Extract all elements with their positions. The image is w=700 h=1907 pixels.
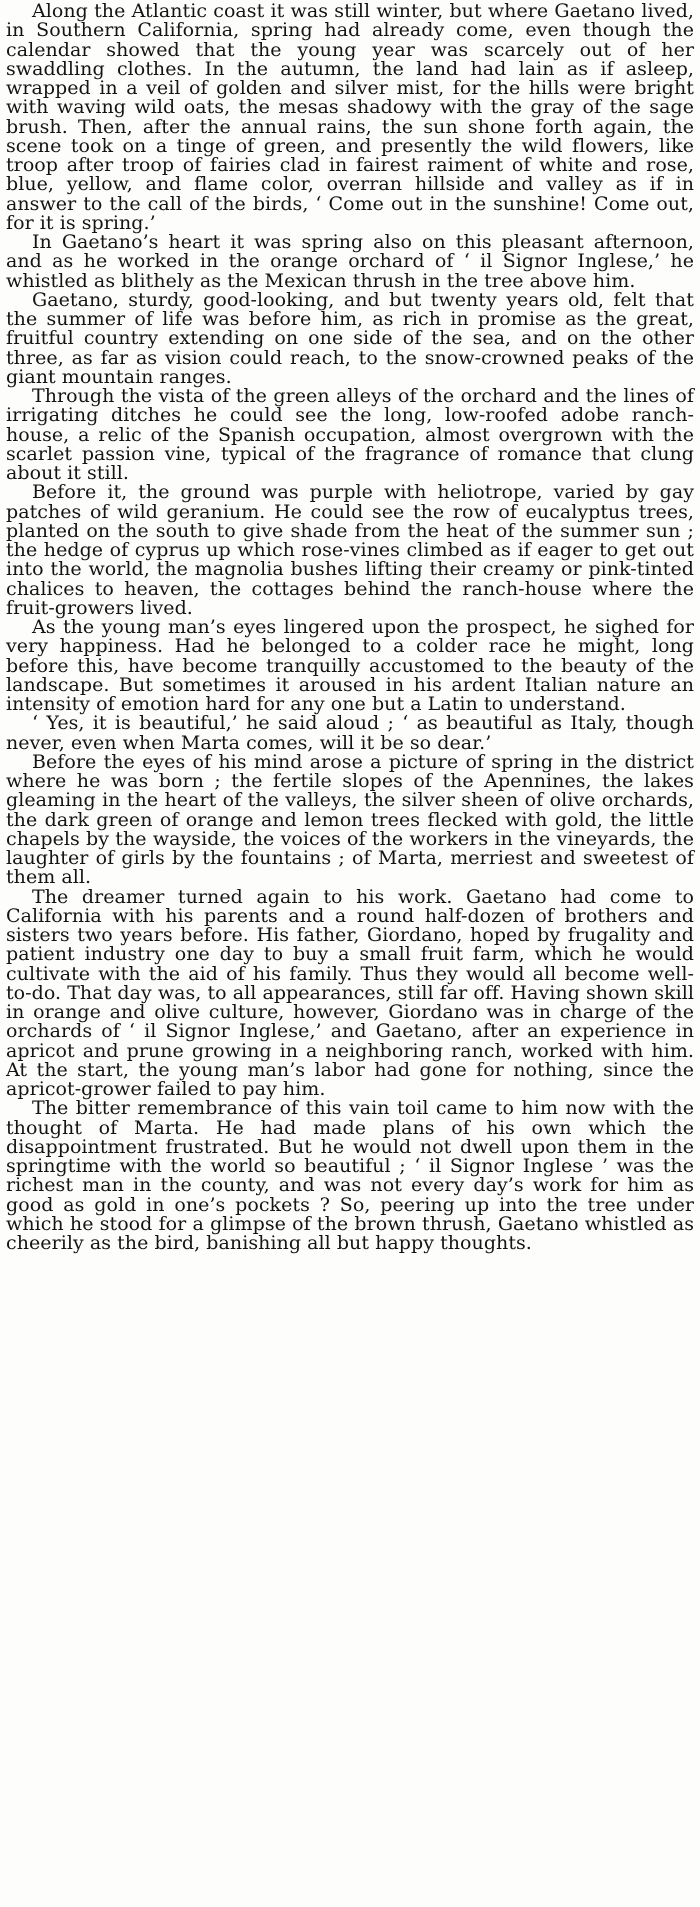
article-column [6, 2, 694, 1253]
paragraph-6: As the young man’s eyes lingered upon the prospect, he sighed for very happiness. Had he belonged to a colder race he might, long before this, have become tranquilly accustomed to the beauty of the landscape. But sometimes it aroused in his ardent Italian nature an intensity of emotion hard for any one but a Latin to understand. [6, 616, 694, 715]
paragraph-7: ‘ Yes, it is beautiful,’ he said aloud ; ‘ as beautiful as Italy, though never, even when Marta comes, will it be so dear.’ [6, 712, 694, 754]
paragraph-8: Before the eyes of his mind arose a picture of spring in the district where he was born ; the fertile slopes of the Apennines, the lakes gleaming in the heart of the valleys, the silver sheen of olive orchards, the dark green of orange and lemon trees flecked with gold, the little chapels by the wayside, the voices of the workers in the vineyards, the laughter of girls by the fountains ; of Marta, merriest and sweetest of them all. [6, 750, 694, 889]
paragraph-5: Before it, the ground was purple with heliotrope, varied by gay patches of wild geranium. He could see the row of eucalyptus trees, planted on the south to give shade from the heat of the summer sun ; the hedge of cyprus up which rose-vines climbed as if eager to get out into the world, the magnolia bushes lifting their creamy or pink-tinted chalices to heaven, the cottages behind the ranch-house where the fruit-growers lived. [6, 481, 694, 619]
paragraph-3: Gaetano, sturdy, good-looking, and but twenty years old, felt that the summer of life was before him, as rich in promise as the great, fruitful country extending on one side of the sea, and on the other three, as far as vision could reach, to the snow-crowned peaks of the giant mountain ranges. [6, 288, 694, 388]
paragraph-4: Through the vista of the green alleys of the orchard and the lines of irrigating ditches he could see the long, low-roofed adobe ranch-house, a relic of the Spanish occupation, almost overgrown with the scarlet passion vine, typical of the fragrance of romance that clung about it still. [6, 385, 694, 484]
paragraph-2: In Gaetano’s heart it was spring also on this pleasant afternoon, and as he worked in the orange orchard of ‘ il Signor Inglese,’ he whistled as blithely as the Mexican thrush in the tree above him. [6, 231, 694, 292]
paragraph-10: The bitter remembrance of this vain toil came to him now with the thought of Marta. He had made plans of his own which the disappointment frustrated. But he would not dwell upon them in the springtime with the world so beautiful ; ‘ il Signor Inglese ’ was the richest man in the county, and was not every day’s work for him as good as gold in one’s pockets ? So, peering up into the tree under which he stood for a glimpse of the brown thrush, Gaetano whistled as cheerily as the bird, banishing all but happy thoughts. [6, 1097, 694, 1254]
paragraph-9: The dreamer turned again to his work. Gaetano had come to California with his parents and a round half-dozen of brothers and sisters two years before. His father, Giordano, hoped by frugality and patient industry one day to buy a small fruit farm, which he would cultivate with the aid of his family. Thus they would all become well-to-do. That day was, to all appearances, still far off. Having shown skill in orange and olive culture, however, Giordano was in charge of the orchards of ‘ il Signor Inglese,’ and Gaetano, after an experience in apricot and prune growing in a neighboring ranch, worked with him. At the start, the young man’s labor had gone for nothing, since the apricot-grower failed to pay him. [6, 885, 695, 1100]
paragraph-1: Along the Atlantic coast it was still winter, but where Gaetano lived, in Southern California, spring had already come, even though the calendar showed that the young year was scarcely out of her swaddling clothes. In the autumn, the land had lain as if asleep, wrapped in a veil of golden and silver mist, for the hills were bright with waving wild oats, the mesas shadowy with the gray of the sage brush. Then, after the annual rains, the sun shone forth again, the scene took on a tinge of green, and presently the wild flowers, like troop after troop of fairies clad in fairest raiment of white and rose, blue, yellow, and flame color, overran hillside and valley as if in answer to the call of the birds, ‘ Come out in the sunshine! Come out, for it is spring.’ [6, 0, 694, 234]
